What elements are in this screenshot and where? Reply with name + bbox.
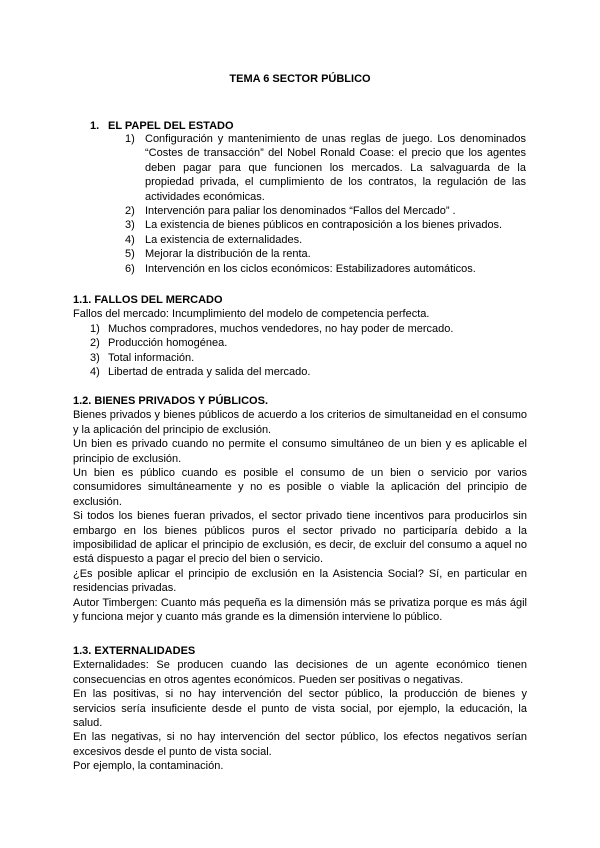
section-1-2 bbox=[73, 394, 527, 625]
list-item bbox=[90, 336, 527, 350]
paragraph: Un bien es público cuando es posible el consumo de un bien o servicio por varios consumidores simultáneamente y no es posible o viable la aplicación del principio de exclusión. bbox=[73, 467, 527, 508]
list-item bbox=[125, 262, 526, 276]
paragraph: Externalidades: Se producen cuando las decisiones de un agente económico tienen consecuencias en otros agentes económicos. Pueden ser positivas o negativas. bbox=[73, 659, 527, 686]
market-failures-list bbox=[90, 322, 527, 380]
paragraph: Por ejemplo, la contaminación. bbox=[73, 760, 224, 773]
paragraph: Si todos los bienes fueran privados, el sector privado tiene incentivos para producirlos sin embargo en los bienes públicos puros el sector privado no participaría debido a la imposibilidad de aplicar el principio de exclusión, es decir, de excluir del consumo a aquel no está dispuesto a pagar el precio del bien o servicio. bbox=[73, 510, 527, 566]
section-1-2-heading: 1.2. BIENES PRIVADOS Y PÚBLICOS. bbox=[73, 395, 268, 407]
section-1-number: 1. bbox=[90, 120, 100, 132]
list-item-text: Mejorar la distribución de la renta. bbox=[145, 248, 311, 261]
paragraph: ¿Es posible aplicar el principio de exclusión en la Asistencia Social? Sí, en particular en residencias privadas. bbox=[73, 567, 527, 595]
section-1-1 bbox=[73, 293, 527, 379]
list-item-number: 4) bbox=[90, 366, 100, 379]
section-1-3 bbox=[73, 644, 527, 774]
list-item-text: Libertad de entrada y salida del mercado. bbox=[108, 366, 311, 379]
section-1-1-heading: 1.1. FALLOS DEL MERCADO bbox=[73, 294, 223, 306]
paragraph: Autor Timbergen: Cuanto más pequeña es la dimensión más se privatiza porque es más ágil y funciona mejor y cuanto más grande es la dimensión interviene lo público. bbox=[73, 596, 527, 624]
document-title: TEMA 6 SECTOR PÚBLICO bbox=[229, 73, 371, 85]
list-item-number: 3) bbox=[125, 219, 135, 232]
list-item-text: Total información. bbox=[108, 351, 195, 364]
list-item-text: Intervención en los ciclos económicos: Estabilizadores automáticos. bbox=[145, 262, 476, 275]
list-item-text: La existencia de bienes públicos en contraposición a los bienes privados. bbox=[145, 219, 503, 232]
list-item bbox=[90, 351, 527, 365]
paragraph: Fallos del mercado: Incumplimiento del modelo de competencia perfecta. bbox=[73, 308, 430, 321]
list-item-text: Muchos compradores, muchos vendedores, no hay poder de mercado. bbox=[108, 322, 454, 335]
list-item bbox=[125, 247, 526, 261]
paragraph: Bienes privados y bienes públicos de acuerdo a los criterios de simultaneidad en el consumo y la aplicación del principio de exclusión. bbox=[73, 409, 527, 436]
list-item-number: 3) bbox=[90, 351, 100, 364]
list-item-text: Intervención para paliar los denominados “Fallos del Mercado” . bbox=[145, 205, 456, 218]
section-1-heading-text: EL PAPEL DEL ESTADO bbox=[108, 120, 234, 132]
list-item-text: Producción homogénea. bbox=[108, 337, 228, 350]
list-item bbox=[90, 365, 527, 379]
list-item-number: 1) bbox=[90, 322, 100, 335]
list-item bbox=[90, 322, 527, 336]
list-item-text: La existencia de externalidades. bbox=[145, 233, 303, 246]
list-item bbox=[125, 132, 526, 204]
paragraph: En las positivas, si no hay intervención del sector público, la producción de bienes y servicios sería insuficiente desde el punto de vista social, por ejemplo, la educación, la salud. bbox=[73, 688, 527, 730]
state-role-list bbox=[125, 132, 526, 276]
paragraph: Un bien es privado cuando no permite el consumo simultáneo de un bien y es aplicable el principio de exclusión. bbox=[73, 438, 527, 465]
list-item-number: 6) bbox=[125, 262, 135, 275]
list-item-number: 5) bbox=[125, 248, 135, 261]
list-item-number: 2) bbox=[90, 337, 100, 350]
list-item-number: 4) bbox=[125, 233, 135, 246]
list-item bbox=[125, 218, 526, 232]
list-item bbox=[125, 233, 526, 247]
list-item-text: Configuración y mantenimiento de unas reglas de juego. Los denominados “Costes de transacción” del Nobel Ronald Coase: el precio que los agentes deben pagar para que funcionen los mercados. La salvaguarda de la propiedad privada, el cumplimiento de los contratos, la regulación de las actividades económicas. bbox=[145, 133, 526, 203]
list-item-number: 2) bbox=[125, 205, 135, 218]
list-item bbox=[125, 204, 526, 218]
paragraph: En las negativas, si no hay intervención del sector público, los efectos negativos serían excesivos desde el punto de vista social. bbox=[73, 731, 527, 758]
list-item-number: 1) bbox=[125, 133, 135, 145]
section-1-3-heading: 1.3. EXTERNALIDADES bbox=[73, 645, 196, 657]
